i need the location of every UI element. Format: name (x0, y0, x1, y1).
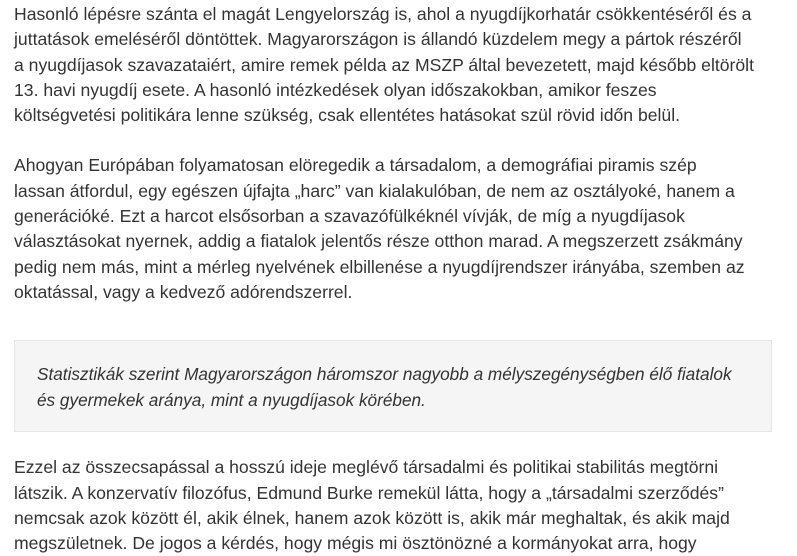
text-line: oktatással, vagy a kedvező adórendszerrel. (14, 281, 353, 302)
text-line: nemcsak azok között él, akik élnek, hanem azok között is, akik már meghaltak, és akik majd (14, 507, 730, 528)
quote-line: és gyermekek aránya, mint a nyugdíjasok körében. (37, 389, 426, 410)
text-line: lassan átfordul, egy egészen újfajta „harc” van kialakulóban, de nem az osztályoké, hanem a (14, 180, 735, 201)
text-line: Ahogyan Európában folyamatosan elöregedik a társadalom, a demográfiai piramis szép (14, 155, 697, 176)
text-line: megszületnek. De jogos a kérdés, hogy mégis mi ösztönözné a kormányokat arra, hogy (14, 533, 697, 554)
quote-line: Statisztikák szerint Magyarországon háromszor nagyobb a mélyszegénységben élő fiatalok (37, 364, 732, 385)
article-body (14, 0, 774, 556)
paragraph-pension-policy (14, 0, 774, 128)
text-line: a nyugdíjasok szavazataiért, amire remek példa az MSZP által bevezetett, majd később eltörölt (14, 54, 754, 75)
paragraph-generational-conflict (14, 153, 774, 305)
text-line: juttatások emeléséről döntöttek. Magyarországon is állandó küzdelem megy a pártok részéről (14, 29, 742, 50)
text-line: választásokat nyernek, addig a fiatalok jelentős része otthon marad. A megszerzett zsákmány (14, 231, 743, 252)
text-line: Ezzel az összecsapással a hosszú ideje meglévő társadalmi és politikai stabilitás megtörni (14, 457, 719, 478)
paragraph-social-contract (14, 455, 774, 556)
text-line: költségvetési politikára lenne szükség, csak ellentétes hatásokat szül rövid időn belül. (14, 105, 681, 126)
text-line: generációké. Ezt a harcot elsősorban a szavazófülkéknél vívják, de míg a nyugdíjasok (14, 206, 685, 227)
text-line: pedig nem más, mint a mérleg nyelvének elbillenése a nyugdíjrendszer irányába, szemben az (14, 256, 745, 277)
text-line: Hasonló lépésre szánta el magát Lengyelország is, ahol a nyugdíjkorhatár csökkentéséről és a (14, 4, 752, 24)
text-line: látszik. A konzervatív filozófus, Edmund Burke remekül látta, hogy a „társadalmi szerződés” (14, 482, 724, 503)
pull-quote (14, 340, 772, 432)
text-line: 13. havi nyugdíj esete. A hasonló intézkedések olyan időszakokban, amikor feszes (14, 79, 657, 100)
